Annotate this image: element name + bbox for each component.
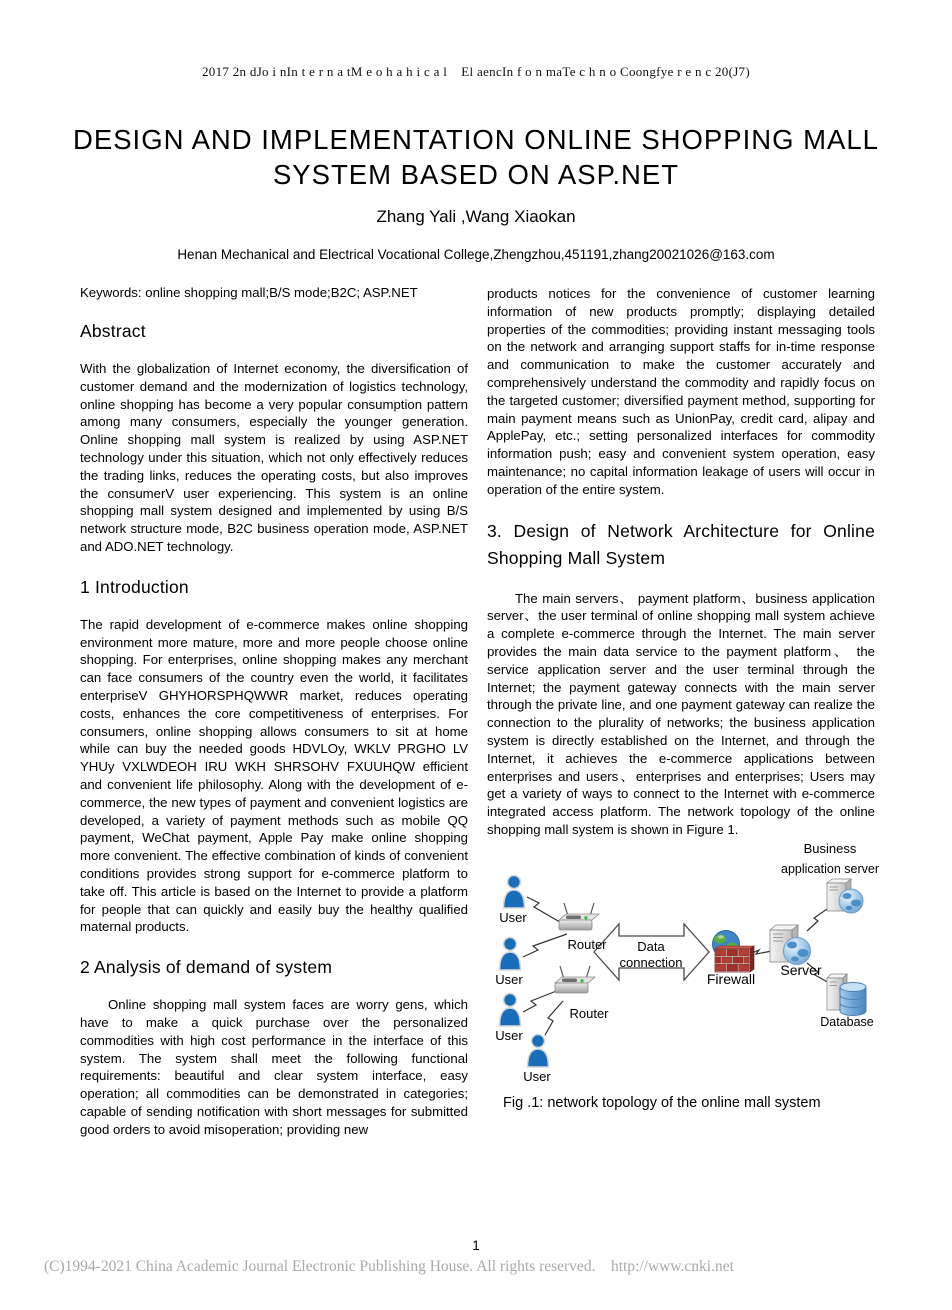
database-icon bbox=[827, 974, 866, 1016]
analysis-continuation-paragraph: products notices for the convenience of customer learning information of new products promptly; displaying detailed properties of the commodities; providing instant messaging tools on the network and arranging support staffs for in-time response and communication to make the customer accurately and comprehensively understand the commodity and rapidly focus on the targeted customer; diversified payment method, supporting for main payment means such as UnionPay, credit card, alipay and ApplePay, etc.; setting personalized interfaces for commodity information push; easy and convenient system operation, easy maintenance; no capital information leakage of users will occur in operation of the entire system. bbox=[487, 286, 875, 497]
figure-label-router-1: Router bbox=[567, 936, 607, 952]
design-paragraph: The main servers、 payment platform、business application server、the user terminal of online shopping mall system achieve a complete e-commerce through the Internet. The main server provides the main data service to the payment platform、 the service application server and the user terminal through the Internet; the payment gateway connects with the main server through the private line, and one payment gateway can realize the connection to the plurality of networks; the business application system is directly established on the Internet, and through the Internet, it achieves the e-commerce applications between enterprises and users、enterprises and enterprises; Users may get a variety of ways to connect to the Internet with e-commerce integrated access platform. The network topology of the online shopping mall system is shown in Figure 1. bbox=[487, 590, 875, 837]
user-icon bbox=[500, 993, 521, 1026]
figure-label-router-2: Router bbox=[569, 1005, 609, 1021]
design-heading: 3. Design of Network Architecture for Online Shopping Mall System bbox=[487, 520, 875, 568]
figure-label-user-3: User bbox=[495, 1027, 523, 1043]
figure-label-user-1: User bbox=[499, 909, 527, 925]
user-icon bbox=[504, 875, 525, 908]
figure-network-topology bbox=[487, 840, 879, 1093]
paper-title: DESIGN AND IMPLEMENTATION ONLINE SHOPPING MALL SYSTEM BASED ON ASP.NET bbox=[73, 124, 879, 190]
connection-line bbox=[523, 934, 567, 957]
abstract-heading: Abstract bbox=[80, 321, 146, 341]
business-application-server-icon bbox=[827, 879, 863, 913]
introduction-heading: 1 Introduction bbox=[80, 576, 189, 597]
router-icon bbox=[555, 966, 595, 993]
router-icon bbox=[559, 903, 599, 930]
figure-label-connection: connection bbox=[619, 954, 683, 970]
figure-label-user-4: User bbox=[523, 1068, 551, 1084]
abstract-paragraph: With the globalization of Internet economy, the diversification of customer demand and the modernization of logistics technology, online shopping has become a very popular consumption pattern among many consumers, especially the younger generation. Online shopping mall system is realized by using ASP.NET technology under this situation, which not only effectively reduces the trading links, reduces the operating costs, but also improves the consumerV user experiencing. This system is an online shopping mall system designed and implemented by using B/S network structure mode, B2C business operation mode, ASP.NET and ADO.NET technology. bbox=[80, 361, 468, 554]
authors: Zhang Yali ,Wang Xiaokan bbox=[376, 207, 576, 226]
analysis-paragraph: Online shopping mall system faces are worry gens, which have to make a quick purchase over the personalized commodities with high cost performance in the interface of this system. The system shall meet the following functional requirements: beautiful and clear system interface, easy operation; all commodities can be demonstrated in categories; capable of sending notification with short messages for submitted good orders to avoid misoperation; providing new bbox=[80, 997, 468, 1137]
figure-label-database: Database bbox=[820, 1014, 874, 1029]
copyright-line: (C)1994-2021 China Academic Journal Electronic Publishing House. All rights reserved. http://www.cnki.net bbox=[44, 1258, 734, 1275]
figure-label-firewall: Firewall bbox=[706, 970, 756, 987]
figure-caption: Fig .1: network topology of the online mall system bbox=[503, 1094, 821, 1111]
figure-label-server: Server bbox=[780, 961, 822, 978]
two-column-body bbox=[80, 285, 952, 1138]
affiliation: Henan Mechanical and Electrical Vocational College,Zhengzhou,451191,zhang20021026@163.com bbox=[177, 247, 775, 262]
conference-header: 2017 2n dJo i nIn t e r n a tM e o h a h i c a l El aencIn f o n maTe c h n o Coongfye r e n c 20(J7) bbox=[202, 64, 750, 79]
introduction-paragraph: The rapid development of e-commerce makes online shopping environment more mature, more and more people choose online shopping. For enterprises, online shopping makes any merchant can face consumers of the country even the world, it facilitates enterpriseV GHYHORSPHQWWR market, reduces operating costs, enhances the core competitiveness of enterprises. For consumers, online shopping allows consumers to sit at home while can buy the needed goods HDVLOy, WKLV PRGHO LV YHUy VXLWDEOH IRU WKH SHRSOHV FXUUHQW efficient and convenient life philosophy. Along with the development of e-commerce, the new types of payment and convenient logistics are developed, a variety of payment methods such as mobile QQ payment, WeChat payment, Apple Pay make online shopping more convenient. The effective combination of kinds of convenient conditions provides strong support for e-commerce platform to take off. This article is based on the Internet to provide a platform for people that can quickly and easily buy the healthy qualified maternal products. bbox=[80, 616, 468, 935]
server-icon bbox=[770, 925, 811, 965]
page-number: 1 bbox=[472, 1238, 480, 1253]
user-icon bbox=[528, 1034, 549, 1067]
left-column bbox=[80, 285, 468, 1138]
connection-line bbox=[545, 1001, 563, 1035]
figure-label-data: Data bbox=[637, 938, 665, 954]
connection-line bbox=[523, 990, 559, 1012]
connection-line bbox=[807, 907, 830, 931]
firewall-icon bbox=[713, 930, 755, 972]
analysis-heading: 2 Analysis of demand of system bbox=[80, 957, 333, 978]
keywords-line: Keywords: online shopping mall;B/S mode;B2C; ASP.NET bbox=[80, 285, 418, 300]
figure-label-application-server: application server bbox=[781, 861, 879, 876]
right-column bbox=[487, 285, 879, 1138]
figure-label-user-2: User bbox=[495, 971, 523, 987]
figure-label-business: Business bbox=[803, 840, 857, 856]
user-icon bbox=[500, 937, 521, 970]
